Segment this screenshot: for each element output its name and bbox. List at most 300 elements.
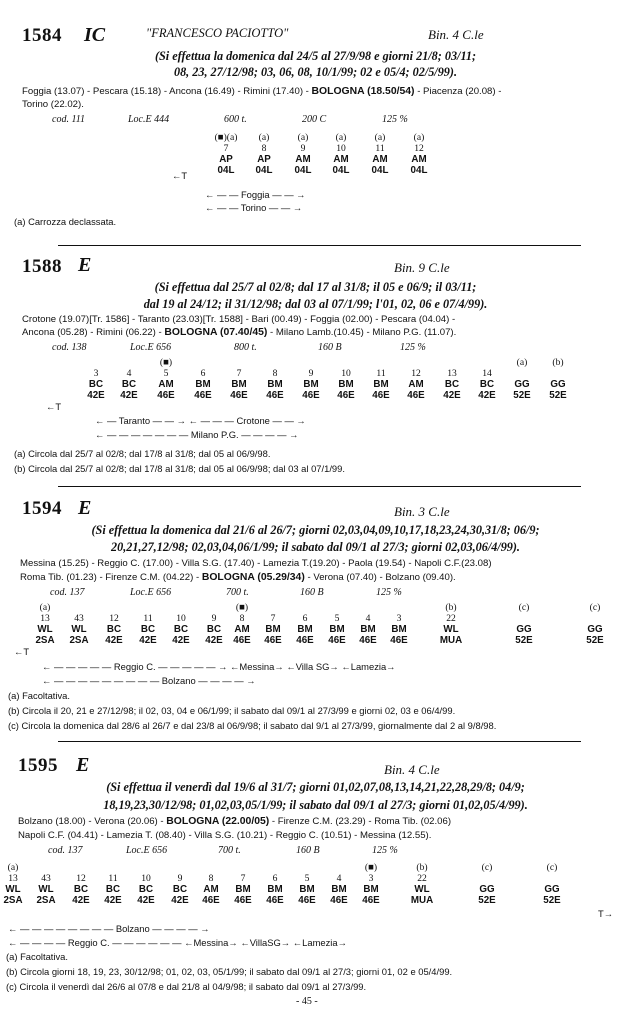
train-name: "FRANCESCO PACIOTTO" [146, 26, 289, 40]
car-position [541, 368, 575, 379]
car-type: BC [140, 624, 156, 635]
car-series: 04L [410, 165, 428, 176]
car-marks [129, 862, 163, 873]
platform: Bin. 4 C.le [428, 27, 484, 42]
car-series: 46E [372, 390, 390, 401]
car-series: 46E [230, 390, 248, 401]
route-line: Crotone (19.07)[Tr. 1586] - Taranto (23.03)[Tr. 1588] - Bari (00.49) - Foggia (02.00) - Pescara (04.04) - [22, 314, 456, 325]
car-series: 42E [137, 895, 155, 906]
car-column [164, 602, 198, 646]
car-series: 04L [255, 165, 273, 176]
car-marks [258, 357, 292, 368]
car-marks: (a) [297, 132, 309, 143]
footnote: (a) Carrozza declassata. [14, 216, 117, 227]
car-type: BM [360, 624, 376, 635]
schedule-line: (Si effettua la domenica dal 21/6 al 26/7; giorni 02,03,04,09,10,17,18,23,24,30,31/8; 06/9; [91, 523, 540, 537]
car-position: 8 [208, 873, 214, 884]
car-series: 52E [586, 635, 604, 646]
e-logo-icon: E [78, 497, 92, 519]
car-column [62, 602, 96, 646]
car-type: GG [479, 884, 495, 895]
direction-arrow: ←T [172, 170, 188, 181]
car-position: 10 [141, 873, 151, 884]
car-position: 4 [336, 873, 342, 884]
car-series: 52E [478, 895, 496, 906]
car-marks: (■) [159, 357, 173, 368]
specs-cod: cod. 137 [48, 845, 83, 856]
car-position: 9 [211, 613, 217, 624]
car-marks: (a) [39, 602, 51, 613]
platform: Bin. 3 C.le [394, 504, 450, 519]
car-type: BC [106, 624, 122, 635]
car-position: 7 [236, 368, 242, 379]
car-type: GG [514, 379, 530, 390]
car-series: 04L [217, 165, 235, 176]
train-number: 1588 [22, 256, 62, 277]
car-position: 4 [126, 368, 132, 379]
footnote: (c) Circola il venerdì dal 26/6 al 07/8 e dal 21/8 al 04/9/98; il sabato dal 09/1 al 27/3/99. [6, 981, 367, 992]
car-series: 42E [139, 635, 157, 646]
car-column [541, 357, 575, 401]
car-type: BM [267, 884, 283, 895]
car-column [112, 357, 146, 401]
destination-row: ← — — — — — Reggio C. — — — — — → ←Messina→ ←Villa SG→ ←Lamezia→ [42, 661, 396, 672]
car-type: AM [203, 884, 219, 895]
car-column [535, 862, 569, 906]
car-type: AP [257, 154, 271, 165]
route-line: Foggia (13.07) - Pescara (15.18) - Ancona (16.49) - Rimini (17.40) - BOLOGNA (18.50/54) - Piacenza (20.08) - [22, 86, 502, 97]
car-column [225, 602, 259, 646]
train-number: 1595 [18, 755, 58, 776]
car-type: BM [363, 884, 379, 895]
car-marks [79, 357, 113, 368]
car-marks [320, 602, 354, 613]
car-marks [329, 357, 363, 368]
car-marks [97, 602, 131, 613]
footnote: (c) Circola la domenica dal 28/6 al 26/7 e dal 23/8 al 06/9/98; il sabato dal 9/1 al 27/3/99, giornalmente dal 2 al 9/8/98. [8, 720, 497, 731]
car-type: BM [338, 379, 354, 390]
car-position: 5 [304, 873, 310, 884]
car-position: 7 [270, 613, 276, 624]
car-marks: (■) [364, 862, 378, 873]
car-column [405, 862, 439, 906]
e-logo-icon: E [76, 754, 90, 776]
car-position: 8 [239, 613, 245, 624]
car-series: 42E [443, 390, 461, 401]
footnote: (a) Facoltativa. [6, 951, 68, 962]
car-series: 46E [362, 895, 380, 906]
footnote: (a) Circola dal 25/7 al 02/8; dal 17/8 al 31/8; dal 05 al 06/9/98. [14, 448, 271, 459]
car-column [320, 602, 354, 646]
car-marks: (a) [413, 132, 425, 143]
train-number: 1594 [22, 498, 62, 519]
car-marks [96, 862, 130, 873]
car-column [329, 357, 363, 401]
car-position: 8 [261, 143, 267, 154]
car-column [258, 357, 292, 401]
car-column [290, 862, 324, 906]
car-position: 11 [376, 368, 386, 379]
car-series: 52E [543, 895, 561, 906]
car-type: GG [550, 379, 566, 390]
car-position: 8 [272, 368, 278, 379]
car-series: 46E [202, 895, 220, 906]
destination-row: ← — — — — Reggio C. — — — — — — ←Messina→ ←VillaSG→ ←Lamezia→ [8, 937, 347, 948]
car-series: 46E [302, 390, 320, 401]
car-type: AP [219, 154, 233, 165]
car-type: BC [173, 624, 189, 635]
car-series: 52E [515, 635, 533, 646]
page-number: - 45 - [296, 996, 318, 1007]
car-marks [163, 862, 197, 873]
car-marks [29, 862, 63, 873]
footnote: (b) Circola giorni 18, 19, 23, 30/12/98; 01, 02, 03, 05/1/99; il sabato dal 09/1 al 27/3; giorni 01, 02 e 05/4/99. [6, 966, 453, 977]
car-column [0, 862, 30, 906]
schedule-line: (Si effettua dal 25/7 al 02/8; dal 17 al 31/8; il 05 e 06/9; il 03/11; [154, 280, 477, 294]
car-marks [351, 602, 385, 613]
schedule-line: (Si effettua il venerdì dal 19/6 al 31/7; giorni 01,02,07,08,13,14,21,22,28,29/8; 04/9; [106, 780, 525, 794]
car-position [505, 368, 539, 379]
car-type: BM [299, 884, 315, 895]
car-column [194, 862, 228, 906]
car-type: BM [265, 624, 281, 635]
car-marks: (b) [445, 602, 457, 613]
car-type: WL [414, 884, 430, 895]
car-type: BC [121, 379, 137, 390]
car-series: 46E [330, 895, 348, 906]
car-type: WL [37, 624, 53, 635]
footnote: (b) Circola il 20, 21 e 27/12/98; il 02, 03, 04 e 06/1/99; il sabato dal 09/1 al 27/3/99 e giorni 02, 03 e 06/4/99. [8, 705, 456, 716]
train-number: 1584 [22, 25, 62, 46]
car-position: 10 [341, 368, 351, 379]
specs-loc: Loc.E 656 [130, 342, 172, 353]
car-marks [222, 357, 256, 368]
car-column [363, 132, 397, 176]
car-marks: (b) [416, 862, 428, 873]
car-series: 2SA [69, 635, 89, 646]
schedule-line: 08, 23, 27/12/98; 03, 06, 08, 10/1/99; 02 e 05/4; 02/5/99). [173, 65, 457, 79]
car-type: WL [38, 884, 54, 895]
direction-arrow: ←T [14, 646, 30, 657]
car-column [399, 357, 433, 401]
car-series: 52E [513, 390, 531, 401]
specs-weight: 600 t. [224, 114, 247, 125]
car-marks [294, 357, 328, 368]
destination-row: ← — — Torino — — → [205, 202, 303, 213]
car-column [28, 602, 62, 646]
car-position: 12 [76, 873, 86, 884]
car-marks [194, 862, 228, 873]
platform: Bin. 4 C.le [384, 762, 440, 777]
car-type: BM [391, 624, 407, 635]
car-type: BM [195, 379, 211, 390]
car-series: 42E [120, 390, 138, 401]
car-series: 46E [157, 390, 175, 401]
car-position: 12 [411, 368, 421, 379]
car-series: 46E [266, 390, 284, 401]
car-type: AM [411, 154, 427, 165]
car-column [29, 862, 63, 906]
car-series: 42E [105, 635, 123, 646]
car-column [382, 602, 416, 646]
footnote: (b) Circola dal 25/7 al 02/8; dal 17/8 al 31/8; dal 05 al 06/9/98; dal 03 al 07/1/99. [14, 463, 345, 474]
specs-speed: 160 B [296, 845, 320, 856]
car-column [364, 357, 398, 401]
car-type: WL [71, 624, 87, 635]
car-marks: (c) [481, 862, 493, 873]
car-marks [364, 357, 398, 368]
car-position: 9 [300, 143, 306, 154]
car-type: BC [73, 884, 89, 895]
specs-loc: Loc.E 656 [126, 845, 168, 856]
car-marks [399, 357, 433, 368]
car-series: 42E [87, 390, 105, 401]
car-position: 9 [308, 368, 314, 379]
car-series: 04L [371, 165, 389, 176]
car-position: 43 [74, 613, 84, 624]
car-series: 2SA [3, 895, 23, 906]
car-column [79, 357, 113, 401]
route-line: Bolzano (18.00) - Verona (20.06) - BOLOGNA (22.00/05) - Firenze C.M. (23.29) - Roma Tib. (02.06) [18, 816, 452, 827]
car-type: GG [587, 624, 603, 635]
car-column [505, 357, 539, 401]
specs-cod: cod. 138 [52, 342, 87, 353]
specs-weight: 700 t. [226, 587, 249, 598]
car-position: 3 [93, 368, 99, 379]
footnote: (a) Facoltativa. [8, 690, 70, 701]
car-column [402, 132, 436, 176]
car-position: 3 [396, 613, 402, 624]
car-series: 42E [171, 895, 189, 906]
route-line: Messina (15.25) - Reggio C. (17.00) - Villa S.G. (17.40) - Lamezia T.(19.20) - Paola (19.54) - Napoli C.F.(23.08) [20, 558, 492, 569]
car-column [96, 862, 130, 906]
specs-percent: 125 % [400, 342, 426, 353]
car-series: 46E [233, 635, 251, 646]
car-type: AM [333, 154, 349, 165]
car-type: BM [267, 379, 283, 390]
car-position: 5 [334, 613, 340, 624]
car-marks: (a) [258, 132, 270, 143]
car-marks: (c) [518, 602, 530, 613]
car-column [324, 132, 358, 176]
car-series: 52E [549, 390, 567, 401]
ic-logo-icon: IC [84, 24, 106, 46]
car-column [64, 862, 98, 906]
car-marks [382, 602, 416, 613]
car-column [470, 357, 504, 401]
car-marks: (a) [374, 132, 386, 143]
destination-row: ← — Taranto — — → ← — — — Crotone — — → [95, 415, 306, 426]
specs-percent: 125 % [376, 587, 402, 598]
car-position: 7 [223, 143, 229, 154]
car-marks [112, 357, 146, 368]
car-marks [288, 602, 322, 613]
specs-percent: 125 % [382, 114, 408, 125]
car-type: BC [479, 379, 495, 390]
car-series: 42E [104, 895, 122, 906]
car-column [322, 862, 356, 906]
car-series: 46E [298, 895, 316, 906]
specs-speed: 160 B [318, 342, 342, 353]
car-series: 46E [194, 390, 212, 401]
car-position: 6 [200, 368, 206, 379]
car-column [186, 357, 220, 401]
specs-speed: 160 B [300, 587, 324, 598]
car-marks [435, 357, 469, 368]
schedule-line: (Si effettua la domenica dal 24/5 al 27/9/98 e giorni 21/8; 03/11; [154, 49, 477, 63]
car-type: BM [303, 379, 319, 390]
schedule-line: 20,21,27,12/98; 02,03,04,06/1/99; il sabato dal 09/1 al 27/3; giorni 02,03,06/4/99). [111, 540, 520, 554]
car-type: BC [172, 884, 188, 895]
car-series: 46E [296, 635, 314, 646]
car-position: 6 [302, 613, 308, 624]
car-type: BM [373, 379, 389, 390]
car-column [131, 602, 165, 646]
car-marks: (a) [516, 357, 528, 368]
car-type: BC [105, 884, 121, 895]
direction-arrow: T→ [598, 908, 614, 919]
car-position [470, 873, 504, 884]
car-series: 2SA [35, 635, 55, 646]
car-column [256, 602, 290, 646]
specs-speed: 200 C [302, 114, 327, 125]
car-marks [164, 602, 198, 613]
specs-weight: 700 t. [218, 845, 241, 856]
car-column [247, 132, 281, 176]
specs-cod: cod. 111 [52, 114, 85, 125]
car-type: BM [331, 884, 347, 895]
car-position: 14 [482, 368, 492, 379]
car-column [578, 602, 612, 646]
car-position: 11 [375, 143, 385, 154]
car-type: GG [516, 624, 532, 635]
car-position: 43 [41, 873, 51, 884]
car-marks [322, 862, 356, 873]
car-marks [258, 862, 292, 873]
car-type: GG [544, 884, 560, 895]
car-position: 11 [143, 613, 153, 624]
car-series: 46E [266, 895, 284, 906]
specs-percent: 125 % [372, 845, 398, 856]
car-column [97, 602, 131, 646]
car-column [434, 602, 468, 646]
car-marks [470, 357, 504, 368]
car-type: AM [408, 379, 424, 390]
car-column [258, 862, 292, 906]
car-column [351, 602, 385, 646]
car-series: 46E [359, 635, 377, 646]
specs-loc: Loc.E 444 [128, 114, 170, 125]
car-type: AM [234, 624, 250, 635]
car-marks: (■) [235, 602, 249, 613]
car-position: 13 [8, 873, 18, 884]
car-type: BM [329, 624, 345, 635]
car-position: 7 [240, 873, 246, 884]
car-position [507, 613, 541, 624]
car-marks [226, 862, 260, 873]
route-line: Napoli C.F. (04.41) - Lamezia T. (08.40) - Villa S.G. (10.21) - Reggio C. (10.51) - Messina (12.55). [18, 830, 432, 841]
direction-arrow: ←T [46, 401, 62, 412]
car-type: AM [158, 379, 174, 390]
car-position: 11 [108, 873, 118, 884]
car-series: 46E [234, 895, 252, 906]
car-type: WL [443, 624, 459, 635]
car-series: 46E [390, 635, 408, 646]
car-position: 10 [176, 613, 186, 624]
car-series: 42E [72, 895, 90, 906]
route-line: Torino (22.02). [22, 99, 84, 110]
car-series: 2SA [36, 895, 56, 906]
car-series: 42E [205, 635, 223, 646]
car-marks: (a) [7, 862, 19, 873]
e-logo-icon: E [78, 254, 92, 276]
car-position: 4 [365, 613, 371, 624]
section-divider [58, 245, 581, 246]
car-marks: (a) [335, 132, 347, 143]
car-marks [290, 862, 324, 873]
route-line: Roma Tib. (01.23) - Firenze C.M. (04.22) - BOLOGNA (05.29/34) - Verona (07.40) - Bolzano (09.40). [20, 572, 456, 583]
car-marks: (■)(a) [214, 132, 238, 143]
platform: Bin. 9 C.le [394, 260, 450, 275]
car-series: 46E [407, 390, 425, 401]
car-series: 46E [328, 635, 346, 646]
car-series: MUA [439, 635, 463, 646]
destination-row: ← — — — — — — — — — Bolzano — — — — → [42, 675, 256, 686]
car-column [226, 862, 260, 906]
car-column [507, 602, 541, 646]
car-position: 5 [163, 368, 169, 379]
car-marks: (c) [546, 862, 558, 873]
car-series: MUA [410, 895, 434, 906]
car-type: BC [444, 379, 460, 390]
car-marks [131, 602, 165, 613]
car-type: BC [138, 884, 154, 895]
car-column [129, 862, 163, 906]
car-series: 04L [294, 165, 312, 176]
destination-row: ← — — — — — — — — Bolzano — — — — → [8, 923, 210, 934]
car-type: BC [88, 379, 104, 390]
car-column [209, 132, 243, 176]
destination-row: ← — — Foggia — — → [205, 189, 306, 200]
car-type: BC [206, 624, 222, 635]
car-position: 3 [368, 873, 374, 884]
car-marks [186, 357, 220, 368]
car-column [149, 357, 183, 401]
car-position: 22 [417, 873, 427, 884]
car-type: AM [295, 154, 311, 165]
car-position: 9 [177, 873, 183, 884]
route-line: Ancona (05.28) - Rimini (06.22) - BOLOGNA (07.40/45) - Milano Lamb.(10.45) - Milano P.G. (11.07). [22, 327, 457, 338]
car-marks [64, 862, 98, 873]
car-type: BM [231, 379, 247, 390]
car-column [354, 862, 388, 906]
car-type: BM [235, 884, 251, 895]
car-column [435, 357, 469, 401]
car-series: 42E [172, 635, 190, 646]
car-column [222, 357, 256, 401]
car-position: 10 [336, 143, 346, 154]
car-marks [62, 602, 96, 613]
car-column [294, 357, 328, 401]
destination-row: ← — — — — — — — Milano P.G. — — — — → [95, 429, 299, 440]
car-position: 13 [447, 368, 457, 379]
car-position [535, 873, 569, 884]
car-marks [256, 602, 290, 613]
car-column [288, 602, 322, 646]
specs-weight: 800 t. [234, 342, 257, 353]
specs-loc: Loc.E 656 [130, 587, 172, 598]
specs-cod: cod. 137 [50, 587, 85, 598]
